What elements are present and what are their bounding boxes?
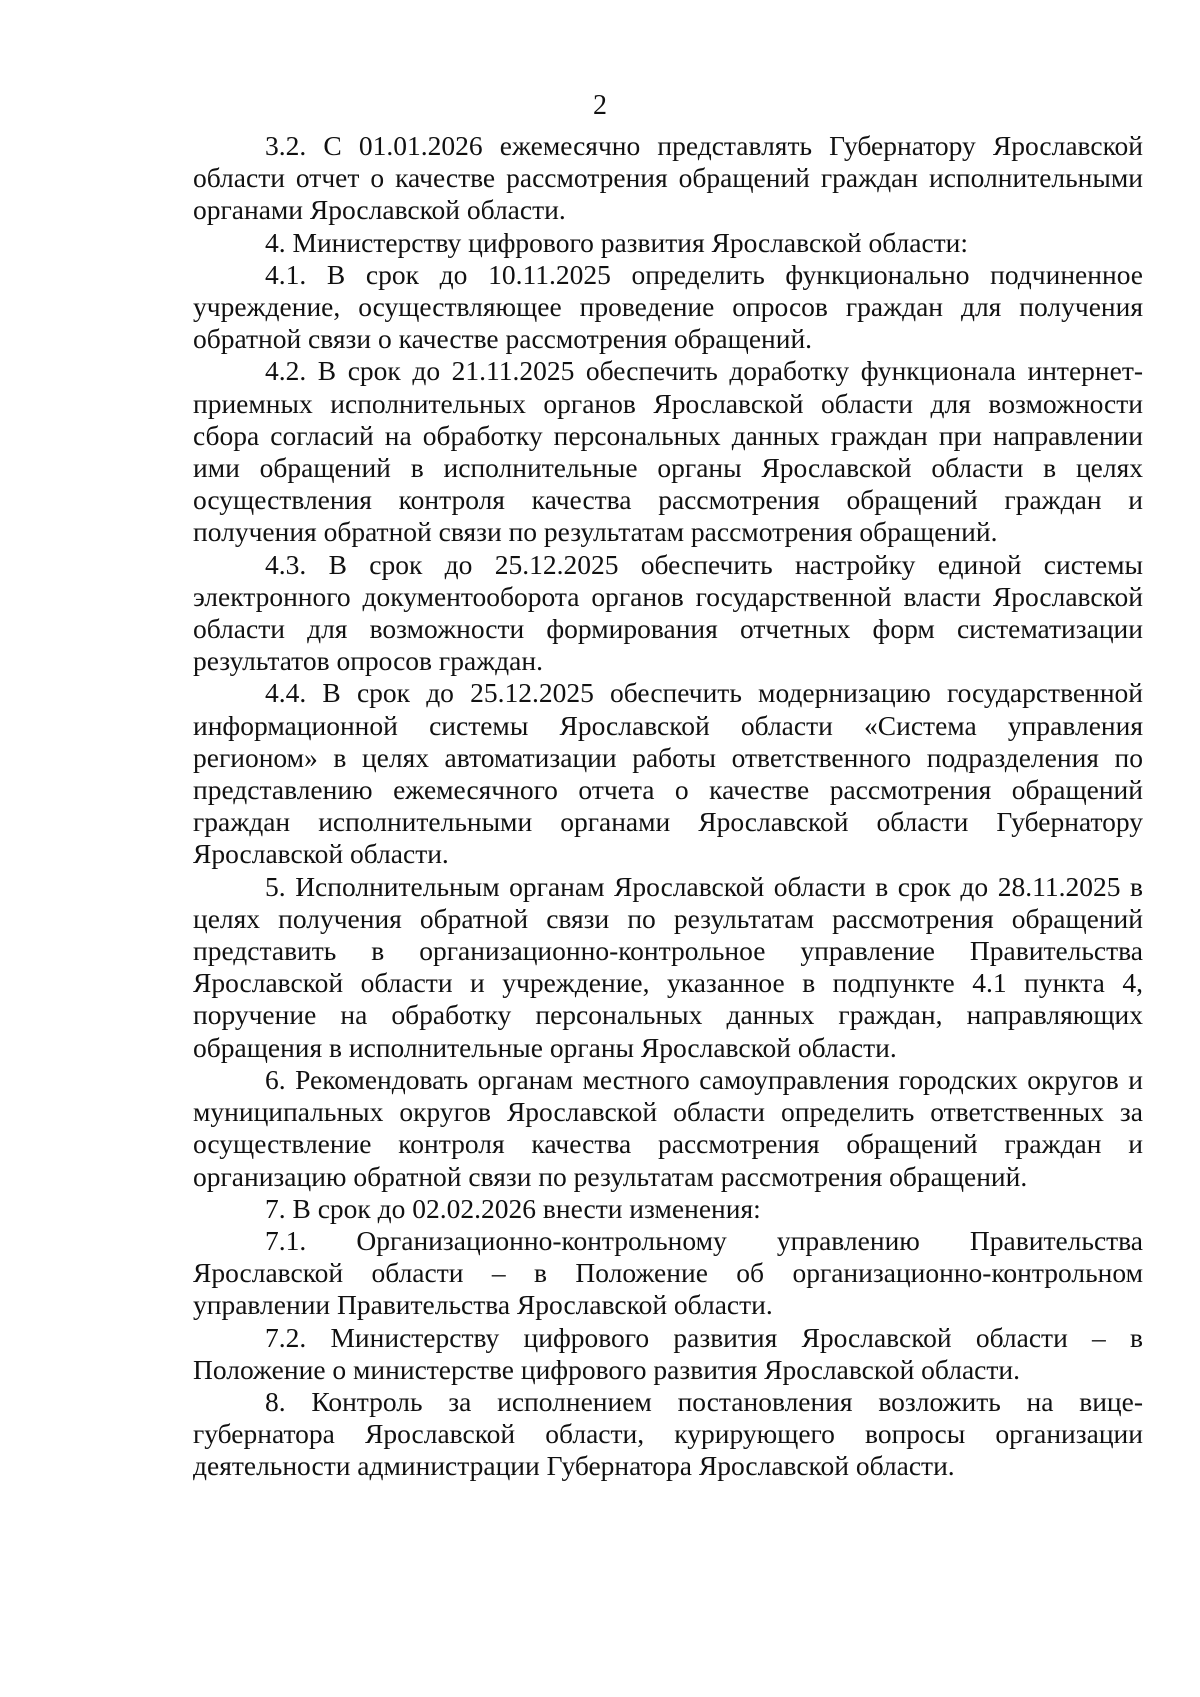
paragraph-7-1: 7.1. Организационно-контрольному управлению Правительства Ярославской области – в Положение об организационно-контрольном управлении Правительства Ярославской области. (193, 1224, 1143, 1321)
paragraph-4-2: 4.2. В срок до 21.11.2025 обеспечить доработку функционала интернет-приемных исполнительных органов Ярославской области для возможности сбора согласий на обработку персональных данных граждан при направлении ими обращений в исполнительные органы Ярославской области в целях осуществления контроля качества рассмотрения обращений граждан и получения обратной связи по результатам рассмотрения обращений. (193, 355, 1143, 548)
paragraph-6: 6. Рекомендовать органам местного самоуправления городских округов и муниципальных округов Ярославской области определить ответственных за осуществление контроля качества рассмотрения обращений граждан и организацию обратной связи по результатам рассмотрения обращений. (193, 1063, 1143, 1192)
paragraph-3-2: 3.2. С 01.01.2026 ежемесячно представлять Губернатору Ярославской области отчет о качестве рассмотрения обращений граждан исполнительными органами Ярославской области. (193, 130, 1143, 226)
paragraph-8: 8. Контроль за исполнением постановления возложить на вице-губернатора Ярославской области, курирующего вопросы организации деятельности администрации Губернатора Ярославской области. (193, 1385, 1143, 1482)
paragraph-4-3: 4.3. В срок до 25.12.2025 обеспечить настройку единой системы электронного документооборота органов государственной власти Ярославской области для возможности формирования отчетных форм систематизации результатов опросов граждан. (193, 548, 1143, 677)
paragraph-4-1: 4.1. В срок до 10.11.2025 определить функционально подчиненное учреждение, осуществляющее проведение опросов граждан для получения обратной связи о качестве рассмотрения обращений. (193, 258, 1143, 355)
paragraph-4: 4. Министерству цифрового развития Ярославской области: (265, 226, 969, 258)
page-number: 2 (593, 90, 607, 121)
paragraph-4-4: 4.4. В срок до 25.12.2025 обеспечить модернизацию государственной информационной системы Ярославской области «Система управления регионом» в целях автоматизации работы ответственного подразделения по представлению ежемесячного отчета о качестве рассмотрения обращений граждан исполнительными органами Ярославской области Губернатору Ярославской области. (193, 677, 1143, 870)
paragraph-5: 5. Исполнительным органам Ярославской области в срок до 28.11.2025 в целях получения обратной связи по результатам рассмотрения обращений представить в организационно-контрольное управление Правительства Ярославской области и учреждение, указанное в подпункте 4.1 пункта 4, поручение на обработку персональных данных граждан, направляющих обращения в исполнительные органы Ярославской области. (193, 870, 1143, 1063)
document-body (193, 130, 1143, 1483)
paragraph-7-2: 7.2. Министерству цифрового развития Ярославской области – в Положение о министерстве цифрового развития Ярославской области. (193, 1321, 1143, 1385)
paragraph-7: 7. В срок до 02.02.2026 внести изменения: (265, 1192, 761, 1224)
